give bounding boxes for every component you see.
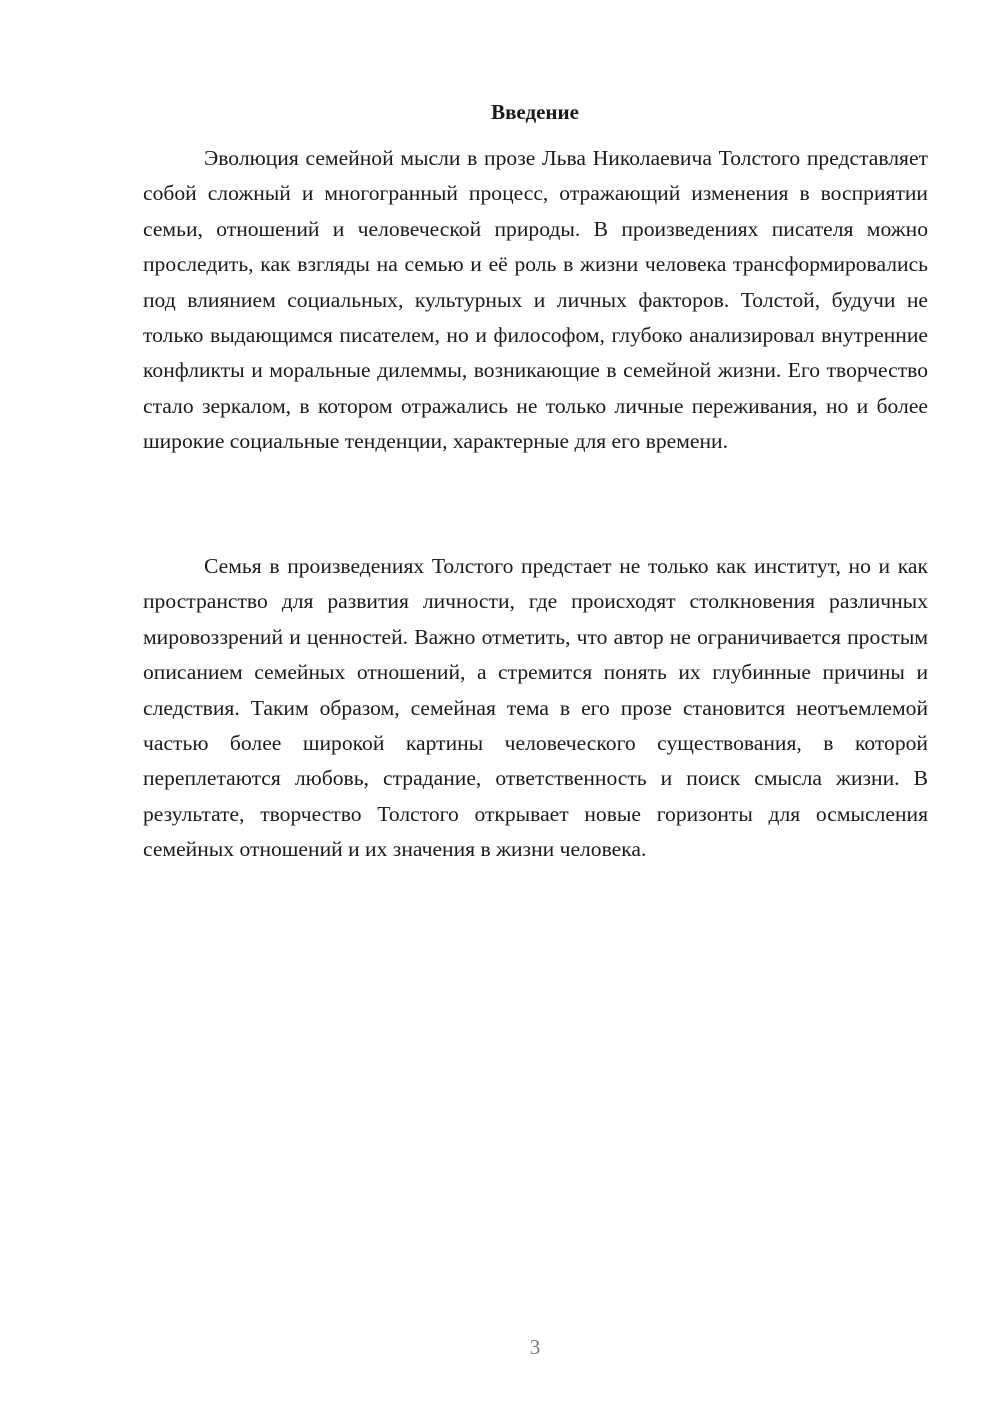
page-number: 3 <box>529 1335 541 1359</box>
section-heading: Введение <box>491 100 579 124</box>
paragraph-2: Семья в произведениях Толстого предстает не только как институт, но и как пространство для развития личности, где происходят столкновения различных мировоззрений и ценностей. Важно отметить, что автор не ограничивается простым описанием семейных отношений, а стремится понять их глубинные причины и следствия. Таким образом, семейная тема в его прозе становится неотъемлемой частью более широкой картины человеческого существования, в которой переплетаются любовь, страдание, ответственность и поиск смысла жизни. В результате, творчество Толстого открывает новые горизонты для осмысления семейных отношений и их значения в жизни человека. <box>143 554 928 862</box>
paragraph-1: Эволюция семейной мысли в прозе Льва Николаевича Толстого представляет собой сложный и многогранный процесс, отражающий изменения в восприятии семьи, отношений и человеческой природы. В произведениях писателя можно проследить, как взгляды на семью и её роль в жизни человека трансформировались под влиянием социальных, культурных и личных факторов. Толстой, будучи не только выдающимся писателем, но и философом, глубоко анализировал внутренние конфликты и моральные дилеммы, возникающие в семейной жизни. Его творчество стало зеркалом, в котором отражались не только личные переживания, но и более широкие социальные тенденции, характерные для его времени. <box>143 146 928 454</box>
